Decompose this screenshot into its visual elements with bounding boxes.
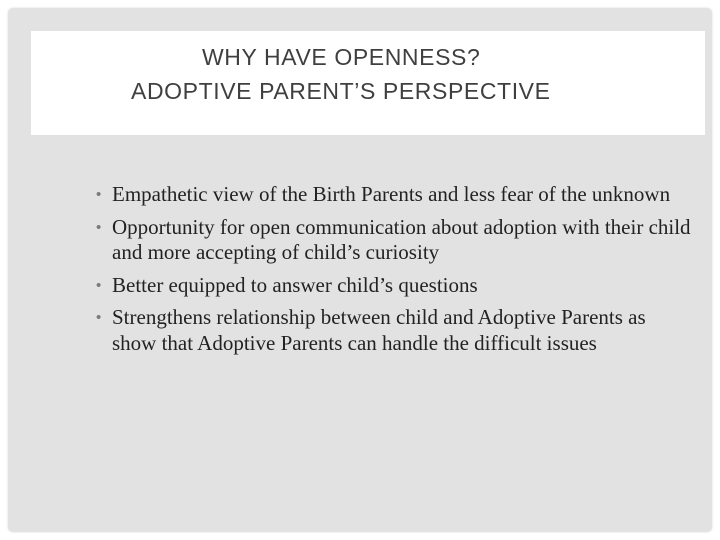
bullet-text: Empathetic view of the Birth Parents and less fear of the unknown	[112, 182, 671, 206]
bullet-dot-icon: •	[96, 186, 102, 203]
bullet-item	[96, 214, 692, 266]
bullet-item	[96, 305, 692, 356]
bullet-text: Strengthens relationship between child and Adoptive Parents as show that Adoptive Parents can handle the difficult issues	[112, 305, 646, 355]
bullet-item	[96, 272, 692, 299]
title-box	[31, 31, 705, 135]
bullet-text: Better equipped to answer child’s questions	[112, 272, 478, 297]
slide-title-line-1: WHY HAVE OPENNESS?	[202, 44, 481, 70]
bullet-dot-icon: •	[96, 218, 102, 236]
bullet-dot-icon: •	[96, 276, 102, 294]
bullet-text: Opportunity for open communication about adoption with their child and more accepting of child’s curiosity	[112, 214, 691, 264]
bullet-dot-icon: •	[96, 309, 102, 326]
slide-title-line-2: ADOPTIVE PARENT’S PERSPECTIVE	[131, 78, 551, 104]
bullet-list	[96, 182, 692, 363]
bullet-item	[96, 182, 692, 208]
